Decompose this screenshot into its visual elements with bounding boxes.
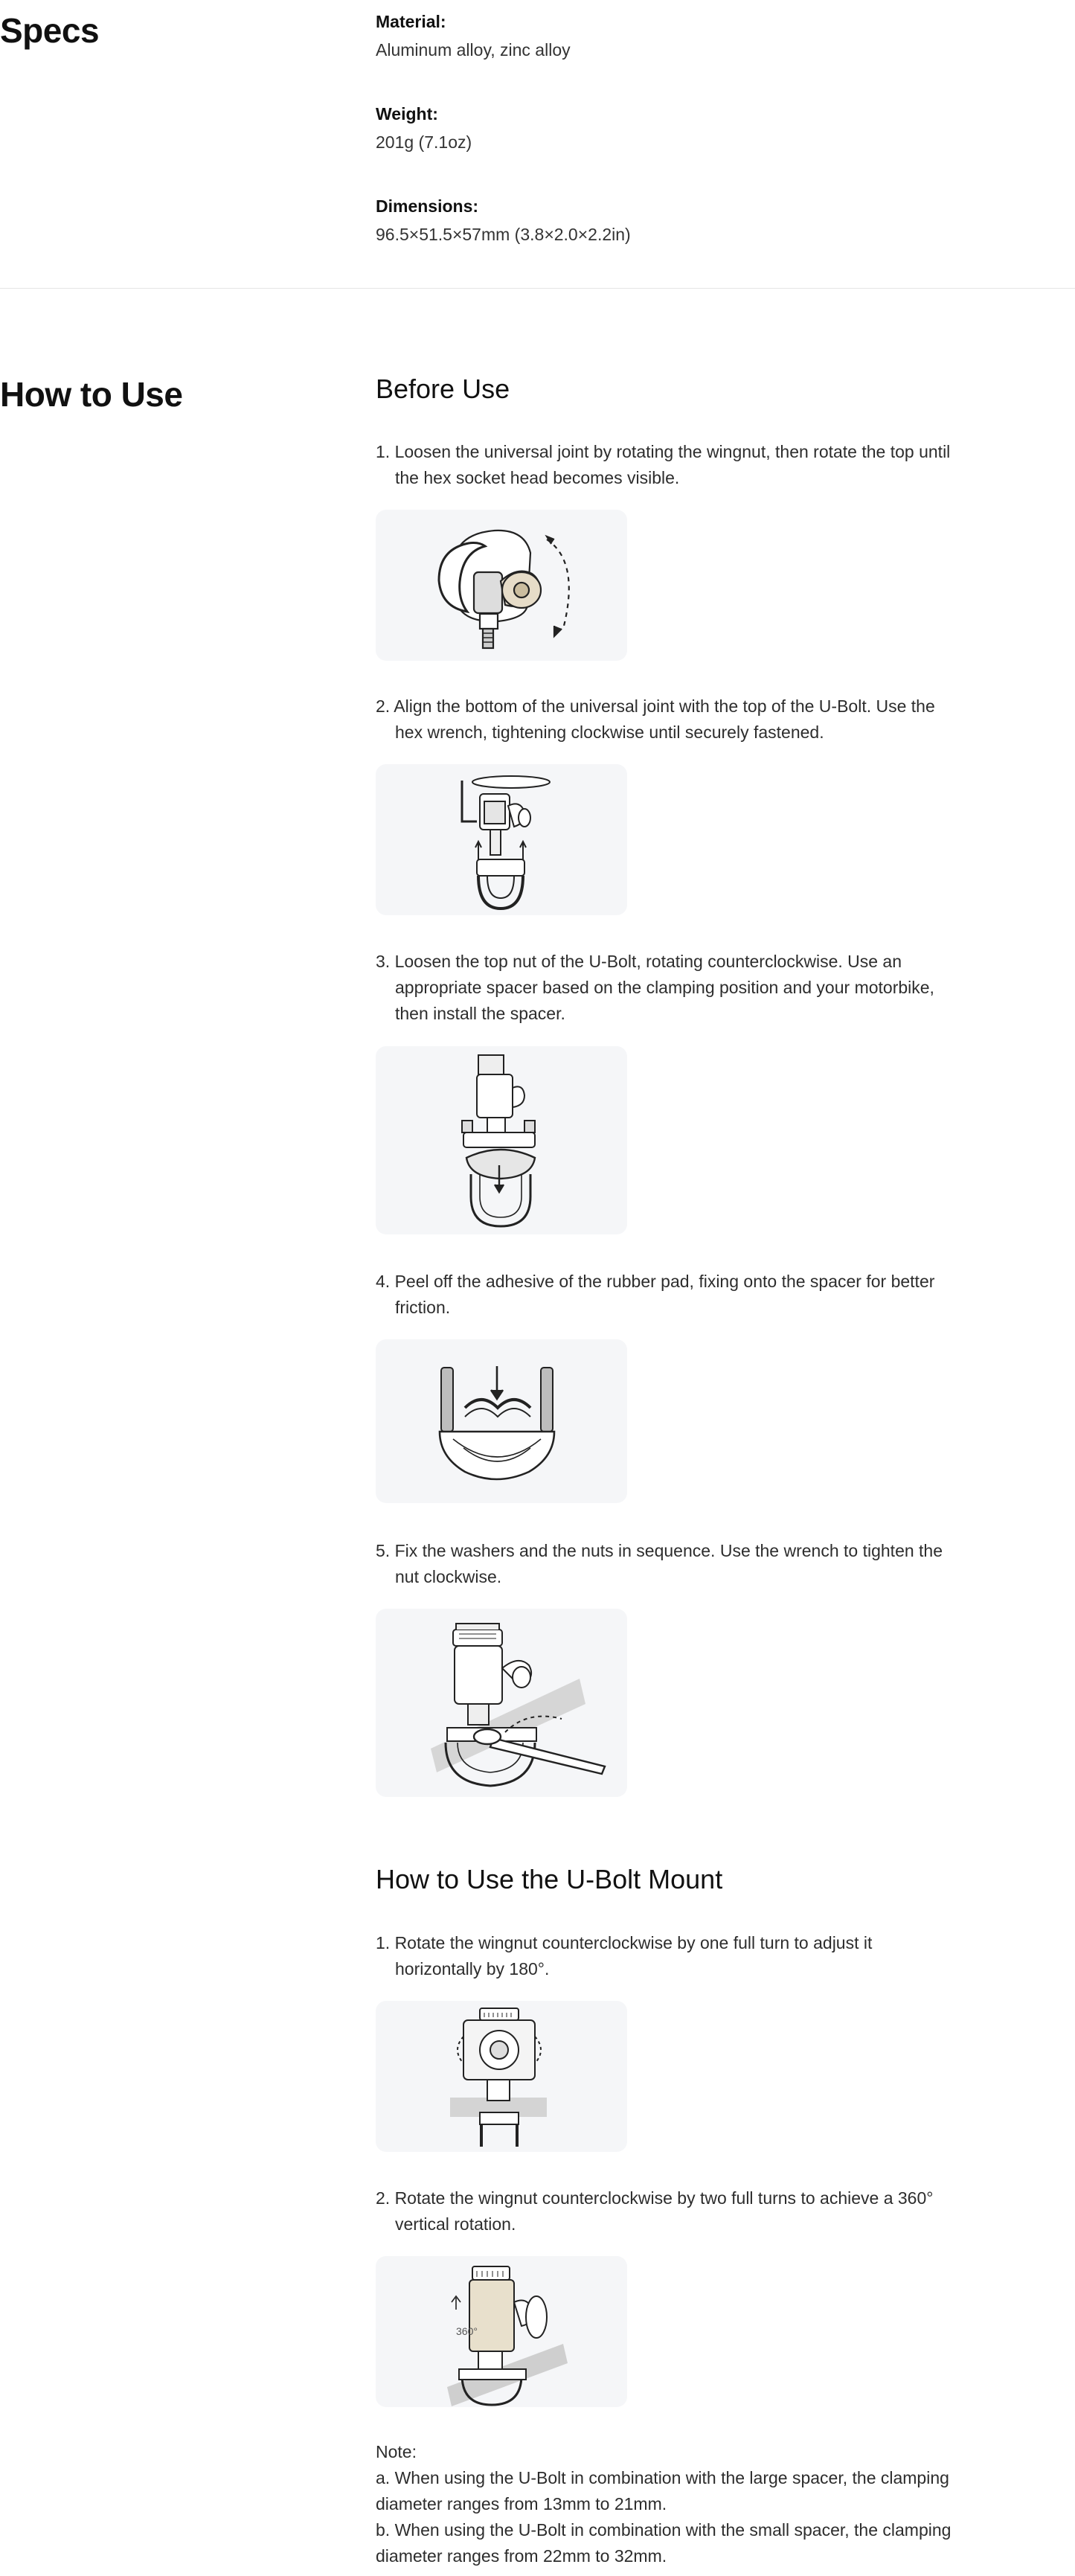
before-use-step-1: 1. Loosen the universal joint by rotating the wingnut, then rotate the top until the hex socket head becomes visible.: [376, 442, 951, 487]
spec-weight: [376, 103, 971, 153]
how-to-use-title: How to Use: [0, 375, 183, 414]
horizontal-rotate-icon: [376, 2001, 627, 2152]
wrench-tighten-icon: [376, 1609, 627, 1797]
before-use-title: Before Use: [376, 374, 510, 404]
rotation-angle-label: 360°: [456, 2325, 478, 2337]
rubber-pad-icon: [376, 1339, 627, 1503]
specs-section: [0, 0, 1075, 289]
before-use-step-5: 5. Fix the washers and the nuts in sequence. Use the wrench to tighten the nut clockwise.: [376, 1541, 943, 1586]
spec-label: Weight:: [376, 104, 438, 124]
note-block: [376, 2439, 993, 2569]
hex-wrench-align-icon: [376, 764, 627, 915]
before-use-step-4: 4. Peel off the adhesive of the rubber pad, fixing onto the spacer for better friction.: [376, 1272, 935, 1317]
universal-joint-rotate-icon: [376, 510, 627, 661]
spec-label: Dimensions:: [376, 196, 479, 216]
note-line-a: a. When using the U-Bolt in combination with the large spacer, the clamping diameter ranges from 13mm to 21mm.: [376, 2468, 949, 2513]
spec-material: [376, 10, 971, 61]
spacer-install-icon: [376, 1046, 627, 1234]
ubolt-title: How to Use the U-Bolt Mount: [376, 1864, 723, 1894]
ubolt-step-2: 2. Rotate the wingnut counterclockwise by two full turns to achieve a 360° vertical rotation.: [376, 2188, 934, 2234]
spec-value: Aluminum alloy, zinc alloy: [376, 40, 571, 60]
before-use-step-3: 3. Loosen the top nut of the U-Bolt, rotating counterclockwise. Use an appropriate spacer based on the clamping position and your motorbike, then install the spacer.: [376, 952, 934, 1023]
spec-dimensions: [376, 195, 971, 246]
spec-value: 201g (7.1oz): [376, 132, 472, 152]
before-use-step-2: 2. Align the bottom of the universal joint with the top of the U-Bolt. Use the hex wrench, tightening clockwise until securely fastened.: [376, 696, 935, 742]
ubolt-step-1: 1. Rotate the wingnut counterclockwise by one full turn to adjust it horizontally by 180°.: [376, 1933, 873, 1979]
section-divider: [0, 288, 1075, 289]
spec-label: Material:: [376, 12, 446, 31]
note-heading: Note:: [376, 2442, 417, 2461]
note-line-b: b. When using the U-Bolt in combination with the small spacer, the clamping diameter ranges from 22mm to 32mm.: [376, 2520, 952, 2566]
spec-value: 96.5×51.5×57mm (3.8×2.0×2.2in): [376, 225, 631, 244]
specs-title: Specs: [0, 11, 100, 50]
vertical-rotate-icon: [376, 2256, 627, 2407]
